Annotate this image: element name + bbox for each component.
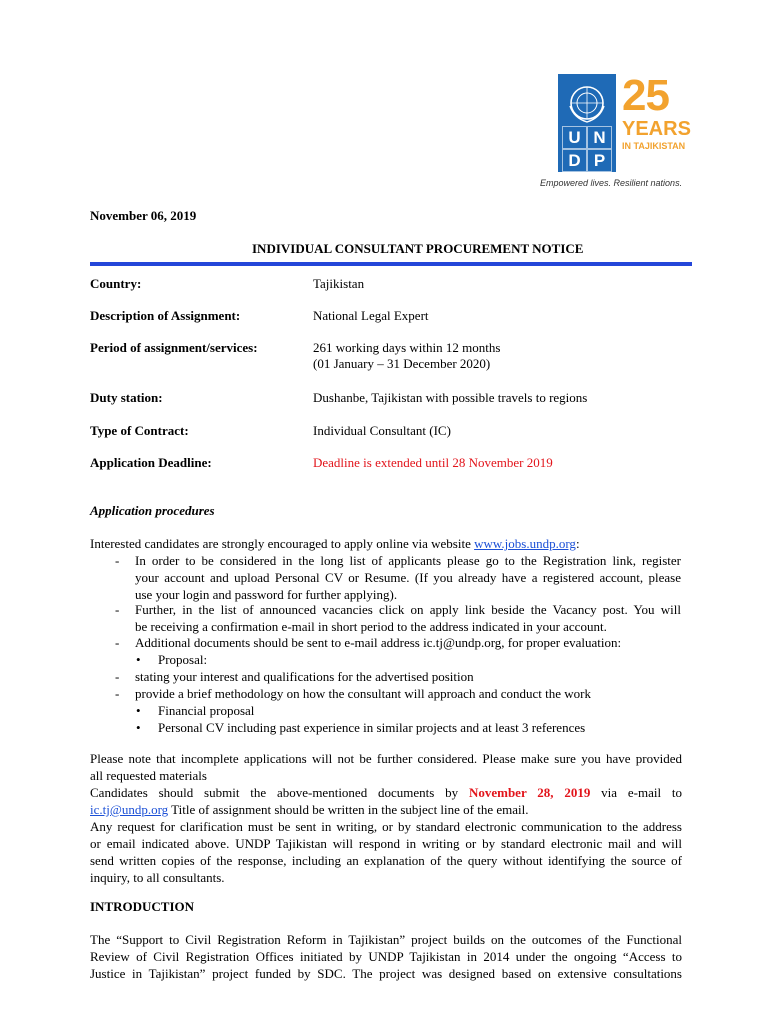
submission-note bbox=[90, 750, 682, 886]
field-label-duty-station: Duty station: bbox=[90, 390, 163, 405]
procedure-line: be receiving a confirmation e-mail in short period to the address indicated in your account. bbox=[135, 619, 607, 634]
introduction-paragraph bbox=[90, 931, 682, 982]
anniversary-number: 25 bbox=[622, 71, 669, 120]
dash-marker: - bbox=[115, 686, 120, 701]
field-value-period-dates: (01 January – 31 December 2020) bbox=[313, 356, 491, 371]
field-value-country: Tajikistan bbox=[313, 276, 365, 291]
intro-line: Review of Civil Registration Offices initiated by UNDP Tajikistan in 2014 under the ongoing “Access to bbox=[90, 949, 682, 964]
field-label-deadline: Application Deadline: bbox=[90, 455, 212, 470]
note-line: Please note that incomplete applications will not be further considered. Please make sure you have provided bbox=[90, 751, 682, 766]
anniversary-place: IN TAJIKISTAN bbox=[622, 141, 686, 151]
field-label-contract-type: Type of Contract: bbox=[90, 423, 189, 438]
dash-marker: - bbox=[115, 635, 120, 650]
note-submit-text: Candidates should submit the above-mentioned documents by bbox=[90, 785, 469, 800]
procedure-item-interest: stating your interest and qualifications for the advertised position bbox=[135, 669, 474, 684]
introduction-heading: INTRODUCTION bbox=[90, 899, 195, 914]
dash-marker: - bbox=[115, 669, 120, 684]
field-value-period: 261 working days within 12 months bbox=[313, 340, 501, 355]
note-line: or email indicated above. UNDP Tajikistan will respond in writing or by standard electronic mail and will bbox=[90, 836, 682, 851]
bullet-marker: • bbox=[136, 652, 141, 667]
logo-letter: P bbox=[587, 149, 612, 172]
note-line: Any request for clarification must be sent in writing, or by standard electronic communication to the address bbox=[90, 819, 682, 834]
field-label-country: Country: bbox=[90, 276, 142, 291]
field-value-assignment: National Legal Expert bbox=[313, 308, 429, 323]
field-label-period: Period of assignment/services: bbox=[90, 340, 258, 355]
intro-line: The “Support to Civil Registration Reform in Tajikistan” project builds on the outcomes of the Functional bbox=[90, 932, 682, 947]
intro-line: Justice in Tajikistan” project funded by SDC. The project was designed based on extensive consultations bbox=[90, 966, 682, 981]
field-label-assignment: Description of Assignment: bbox=[90, 308, 241, 323]
procedures-intro-colon: : bbox=[575, 536, 580, 551]
undp-letters bbox=[562, 126, 612, 168]
anniversary-word: YEARS bbox=[622, 118, 691, 140]
procedures-intro bbox=[90, 536, 580, 552]
procedure-line: Further, in the list of announced vacancies click on apply link beside the Vacancy post. You will bbox=[135, 602, 681, 617]
notice-date: November 06, 2019 bbox=[90, 208, 197, 223]
procedure-line: use your login and password for further applying). bbox=[135, 587, 398, 602]
logo-tagline: Empowered lives. Resilient nations. bbox=[540, 178, 683, 188]
bullet-marker: • bbox=[136, 703, 141, 718]
undp-logo-block bbox=[558, 74, 616, 172]
undp-25-years-logo bbox=[540, 71, 691, 194]
notice-title: INDIVIDUAL CONSULTANT PROCUREMENT NOTICE bbox=[252, 241, 584, 256]
procedure-item-methodology: provide a brief methodology on how the consultant will approach and conduct the work bbox=[135, 686, 591, 701]
note-line: inquiry, to all consultants. bbox=[90, 870, 225, 885]
procedure-line: In order to be considered in the long list of applicants please go to the Registration link, register bbox=[135, 553, 681, 568]
un-emblem-icon bbox=[566, 82, 608, 124]
submission-deadline: November 28, 2019 bbox=[468, 785, 591, 800]
note-submit-suffix: via e-mail to bbox=[590, 785, 683, 800]
logo-letter: D bbox=[562, 149, 587, 172]
dash-marker: - bbox=[115, 553, 120, 568]
anniversary-mark bbox=[622, 71, 691, 174]
procedures-heading: Application procedures bbox=[90, 503, 215, 518]
note-line: all requested materials bbox=[90, 768, 207, 783]
note-submit-line bbox=[90, 784, 682, 801]
logo-letter: U bbox=[562, 126, 587, 149]
logo-letter: N bbox=[587, 126, 612, 149]
note-line: send written copies of the response, including an explanation of the query without identifying the source of bbox=[90, 853, 682, 868]
procedure-item-documents: Additional documents should be sent to e-mail address ic.tj@undp.org, for proper evaluation: bbox=[135, 635, 622, 650]
procedure-line: your account and upload Personal CV or Resume. (If you already have a registered account, please bbox=[135, 570, 681, 585]
field-value-deadline: Deadline is extended until 28 November 2019 bbox=[313, 455, 553, 470]
bullet-proposal: Proposal: bbox=[158, 652, 208, 667]
field-value-duty-station: Dushanbe, Tajikistan with possible travels to regions bbox=[313, 390, 588, 405]
bullet-marker: • bbox=[136, 720, 141, 735]
email-link[interactable]: ic.tj@undp.org bbox=[90, 802, 169, 817]
field-value-contract-type: Individual Consultant (IC) bbox=[313, 423, 451, 438]
procedures-intro-text: Interested candidates are strongly encouraged to apply online via website bbox=[90, 536, 475, 551]
jobs-website-link[interactable]: www.jobs.undp.org bbox=[474, 536, 576, 551]
procedure-item-apply bbox=[135, 601, 681, 635]
bullet-financial-proposal: Financial proposal bbox=[158, 703, 255, 718]
note-email-line bbox=[90, 801, 682, 818]
note-email-text: Title of assignment should be written in the subject line of the email. bbox=[168, 802, 529, 817]
dash-marker: - bbox=[115, 602, 120, 617]
procedure-item-register bbox=[135, 552, 681, 603]
title-divider bbox=[90, 262, 692, 266]
bullet-personal-cv: Personal CV including past experience in similar projects and at least 3 references bbox=[158, 720, 586, 735]
